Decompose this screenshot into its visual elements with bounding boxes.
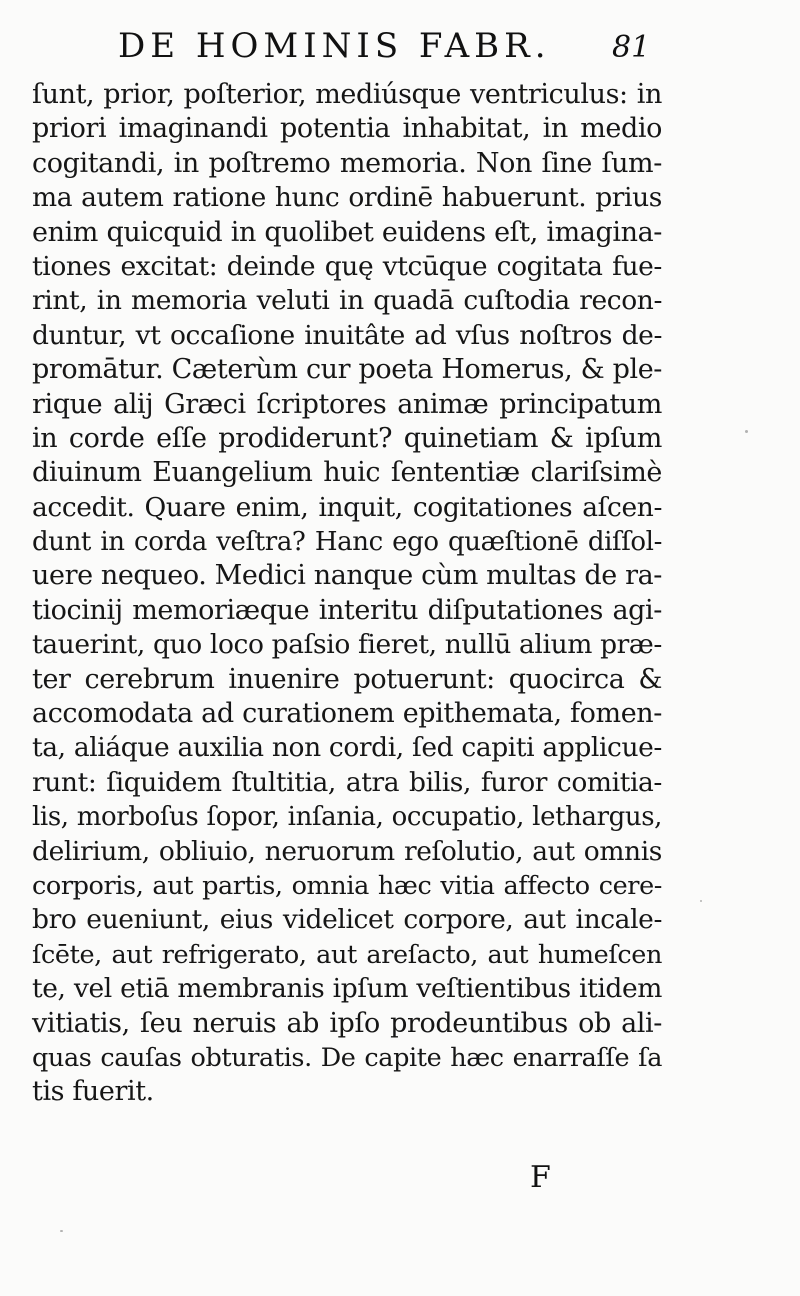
text-line: delirium, obliuio, neruorum reſolutio, aut omnis: [32, 835, 662, 867]
running-head: DE HOMINIS FABR.: [118, 26, 551, 66]
text-line: in corde eſſe prodiderunt? quinetiam & ipſum: [32, 422, 662, 454]
text-line: tiocinij memoriæque interitu diſputationes agi-: [32, 594, 662, 626]
text-line: ma autem ratione hunc ordinē habuerunt. prius: [32, 182, 662, 214]
text-line: promātur. Cæterùm cur poeta Homerus, & ple-: [32, 354, 662, 386]
signature-mark: F: [530, 1160, 551, 1195]
text-line: corporis, aut partis, omnia hæc vitia affecto cere-: [32, 870, 662, 901]
text-line: enim quicquid in quolibet euidens eſt, imagina-: [32, 216, 662, 248]
ink-speck: [700, 900, 702, 902]
text-line: uere nequeo. Medici nanque cùm multas de ra-: [32, 560, 662, 592]
text-line: lis, morboſus ſopor, inſania, occupatio, lethargus,: [32, 802, 662, 833]
ink-speck: [60, 1230, 63, 1232]
text-line: quas cauſas obturatis. De capite hæc enarraſſe ſa: [32, 1042, 662, 1073]
text-line: cogitandi, in poſtremo memoria. Non ſine ſum-: [32, 147, 662, 179]
text-line: dunt in corda veſtra? Hanc ego quæſtionē diſſol-: [32, 527, 662, 558]
text-line: ta, aliáque auxilia non cordi, ſed capiti applicue-: [32, 732, 662, 764]
text-line: rique alij Græci ſcriptores animæ principatum: [32, 388, 662, 420]
text-line: priori imaginandi potentia inhabitat, in medio: [32, 113, 662, 145]
text-line: runt: ſiquidem ſtultitia, atra bilis, furor comitia-: [32, 766, 662, 798]
ink-speck: [745, 430, 748, 433]
text-line: ter cerebrum inuenire potuerunt: quocirca &: [32, 663, 662, 695]
text-line: tauerint, quo loco paſsio fieret, nullū alium præ-: [32, 629, 662, 661]
page-number: 81: [612, 30, 651, 65]
text-line: duntur, vt occaſione inuitâte ad vſus noſtros de-: [32, 319, 662, 351]
text-line: te, vel etiā membranis ipſum veſtientibus itidem: [32, 973, 662, 1005]
text-line: diuinum Euangelium huic ſententiæ clariſsimè: [32, 457, 662, 489]
text-line: tis fuerit.: [32, 1076, 154, 1108]
text-line: accomodata ad curationem epithemata, fomen-: [32, 698, 662, 730]
text-line: tiones excitat: deinde quę vtcūque cogitata fue-: [32, 250, 662, 282]
text-line: bro eueniunt, eius videlicet corpore, aut incale-: [32, 904, 662, 936]
text-line: ſunt, prior, poſterior, mediúsque ventriculus: in: [32, 79, 662, 110]
text-line: accedit. Quare enim, inquit, cogitationes aſcen-: [32, 491, 662, 523]
text-line: rint, in memoria veluti in quadā cuſtodia recon-: [32, 285, 662, 317]
text-line: ſcēte, aut refrigerato, aut areſacto, aut humeſcen: [32, 939, 662, 970]
body-text: [32, 78, 662, 1110]
text-line: vitiatis, ſeu neruis ab ipſo prodeuntibus ob ali-: [32, 1007, 662, 1039]
